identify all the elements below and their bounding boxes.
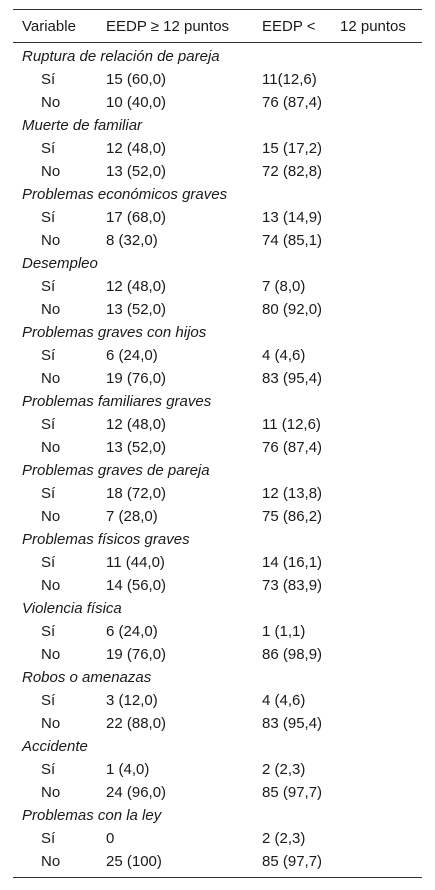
cell-eedp-low: 13 (14,9) xyxy=(262,209,323,226)
table-row xyxy=(0,137,435,160)
group-row xyxy=(0,804,435,827)
group-row xyxy=(0,597,435,620)
cell-eedp-low: 86 (98,9) xyxy=(262,646,323,663)
row-label: No xyxy=(41,163,61,180)
group-label: Ruptura de relación de pareja xyxy=(22,48,220,65)
group-label: Problemas con la ley xyxy=(22,807,162,824)
cell-eedp-high: 0 xyxy=(106,830,115,847)
row-label: No xyxy=(41,301,61,318)
row-label: No xyxy=(41,577,61,594)
cell-eedp-low: 4 (4,6) xyxy=(262,347,306,364)
table-row xyxy=(0,758,435,781)
cell-eedp-low: 85 (97,7) xyxy=(262,853,323,870)
cell-eedp-low: 11(12,6) xyxy=(262,71,317,88)
table-body xyxy=(0,45,435,873)
table-row xyxy=(0,160,435,183)
group-label: Desempleo xyxy=(22,255,98,272)
cell-eedp-low: 76 (87,4) xyxy=(262,94,323,111)
cell-eedp-high: 22 (88,0) xyxy=(106,715,167,732)
table-row xyxy=(0,413,435,436)
row-label: Sí xyxy=(41,830,56,847)
group-label: Robos o amenazas xyxy=(22,669,152,686)
top-rule xyxy=(13,9,422,10)
group-row xyxy=(0,528,435,551)
table-row xyxy=(0,68,435,91)
row-label: Sí xyxy=(41,623,56,640)
table-row xyxy=(0,436,435,459)
row-label: Sí xyxy=(41,554,56,571)
cell-eedp-high: 14 (56,0) xyxy=(106,577,167,594)
row-label: No xyxy=(41,232,61,249)
table-row xyxy=(0,229,435,252)
cell-eedp-low: 74 (85,1) xyxy=(262,232,323,249)
row-label: Sí xyxy=(41,761,56,778)
cell-eedp-low: 73 (83,9) xyxy=(262,577,323,594)
header-eedp-low: EEDP < xyxy=(262,18,316,35)
cell-eedp-high: 19 (76,0) xyxy=(106,646,167,663)
row-label: No xyxy=(41,853,61,870)
row-label: Sí xyxy=(41,416,56,433)
header-eedp-low-cont: 12 puntos xyxy=(340,18,406,35)
table-row xyxy=(0,712,435,735)
cell-eedp-high: 1 (4,0) xyxy=(106,761,150,778)
cell-eedp-high: 18 (72,0) xyxy=(106,485,167,502)
cell-eedp-high: 13 (52,0) xyxy=(106,439,167,456)
cell-eedp-high: 17 (68,0) xyxy=(106,209,167,226)
group-row xyxy=(0,459,435,482)
table-row xyxy=(0,367,435,390)
row-label: Sí xyxy=(41,140,56,157)
group-row xyxy=(0,735,435,758)
row-label: No xyxy=(41,439,61,456)
cell-eedp-low: 11 (12,6) xyxy=(262,416,321,433)
table-row xyxy=(0,551,435,574)
row-label: No xyxy=(41,784,61,801)
table-row xyxy=(0,620,435,643)
table-row xyxy=(0,91,435,114)
header-eedp-high: EEDP ≥ 12 puntos xyxy=(106,18,230,35)
table-row xyxy=(0,574,435,597)
cell-eedp-low: 83 (95,4) xyxy=(262,715,323,732)
cell-eedp-high: 25 (100) xyxy=(106,853,162,870)
cell-eedp-high: 12 (48,0) xyxy=(106,278,167,295)
group-row xyxy=(0,114,435,137)
cell-eedp-high: 13 (52,0) xyxy=(106,163,167,180)
group-row xyxy=(0,666,435,689)
group-row xyxy=(0,183,435,206)
row-label: No xyxy=(41,646,61,663)
group-label: Problemas graves con hijos xyxy=(22,324,207,341)
row-label: No xyxy=(41,370,61,387)
group-label: Problemas físicos graves xyxy=(22,531,190,548)
cell-eedp-low: 4 (4,6) xyxy=(262,692,306,709)
group-row xyxy=(0,45,435,68)
row-label: Sí xyxy=(41,692,56,709)
cell-eedp-high: 12 (48,0) xyxy=(106,416,167,433)
cell-eedp-low: 80 (92,0) xyxy=(262,301,323,318)
cell-eedp-high: 19 (76,0) xyxy=(106,370,167,387)
table-row xyxy=(0,482,435,505)
row-label: No xyxy=(41,715,61,732)
group-label: Muerte de familiar xyxy=(22,117,143,134)
cell-eedp-low: 76 (87,4) xyxy=(262,439,323,456)
table-row xyxy=(0,344,435,367)
cell-eedp-high: 10 (40,0) xyxy=(106,94,167,111)
cell-eedp-high: 6 (24,0) xyxy=(106,347,158,364)
cell-eedp-high: 7 (28,0) xyxy=(106,508,158,525)
cell-eedp-low: 83 (95,4) xyxy=(262,370,323,387)
cell-eedp-low: 2 (2,3) xyxy=(262,761,306,778)
bottom-rule xyxy=(13,877,422,878)
row-label: No xyxy=(41,94,61,111)
cell-eedp-high: 11 (44,0) xyxy=(106,554,165,571)
group-label: Problemas familiares graves xyxy=(22,393,212,410)
cell-eedp-low: 14 (16,1) xyxy=(262,554,323,571)
cell-eedp-low: 75 (86,2) xyxy=(262,508,323,525)
cell-eedp-low: 7 (8,0) xyxy=(262,278,306,295)
cell-eedp-high: 15 (60,0) xyxy=(106,71,167,88)
cell-eedp-high: 6 (24,0) xyxy=(106,623,158,640)
table-row xyxy=(0,781,435,804)
table-row xyxy=(0,206,435,229)
group-row xyxy=(0,390,435,413)
cell-eedp-low: 85 (97,7) xyxy=(262,784,323,801)
cell-eedp-low: 2 (2,3) xyxy=(262,830,306,847)
header-variable: Variable xyxy=(22,18,76,35)
row-label: Sí xyxy=(41,485,56,502)
table-row xyxy=(0,827,435,850)
group-label: Problemas económicos graves xyxy=(22,186,228,203)
cell-eedp-high: 3 (12,0) xyxy=(106,692,158,709)
cell-eedp-low: 15 (17,2) xyxy=(262,140,323,157)
cell-eedp-low: 12 (13,8) xyxy=(262,485,323,502)
table-row xyxy=(0,850,435,873)
table-row xyxy=(0,298,435,321)
cell-eedp-low: 72 (82,8) xyxy=(262,163,323,180)
group-row xyxy=(0,321,435,344)
row-label: Sí xyxy=(41,347,56,364)
cell-eedp-high: 24 (96,0) xyxy=(106,784,167,801)
table-row xyxy=(0,505,435,528)
cell-eedp-high: 12 (48,0) xyxy=(106,140,167,157)
cell-eedp-high: 13 (52,0) xyxy=(106,301,167,318)
table-row xyxy=(0,275,435,298)
cell-eedp-low: 1 (1,1) xyxy=(262,623,306,640)
group-label: Problemas graves de pareja xyxy=(22,462,210,479)
group-label: Accidente xyxy=(22,738,88,755)
row-label: Sí xyxy=(41,278,56,295)
table-row xyxy=(0,643,435,666)
row-label: No xyxy=(41,508,61,525)
cell-eedp-high: 8 (32,0) xyxy=(106,232,158,249)
row-label: Sí xyxy=(41,209,56,226)
table-row xyxy=(0,689,435,712)
group-label: Violencia física xyxy=(22,600,122,617)
row-label: Sí xyxy=(41,71,56,88)
header-rule xyxy=(13,42,422,43)
group-row xyxy=(0,252,435,275)
